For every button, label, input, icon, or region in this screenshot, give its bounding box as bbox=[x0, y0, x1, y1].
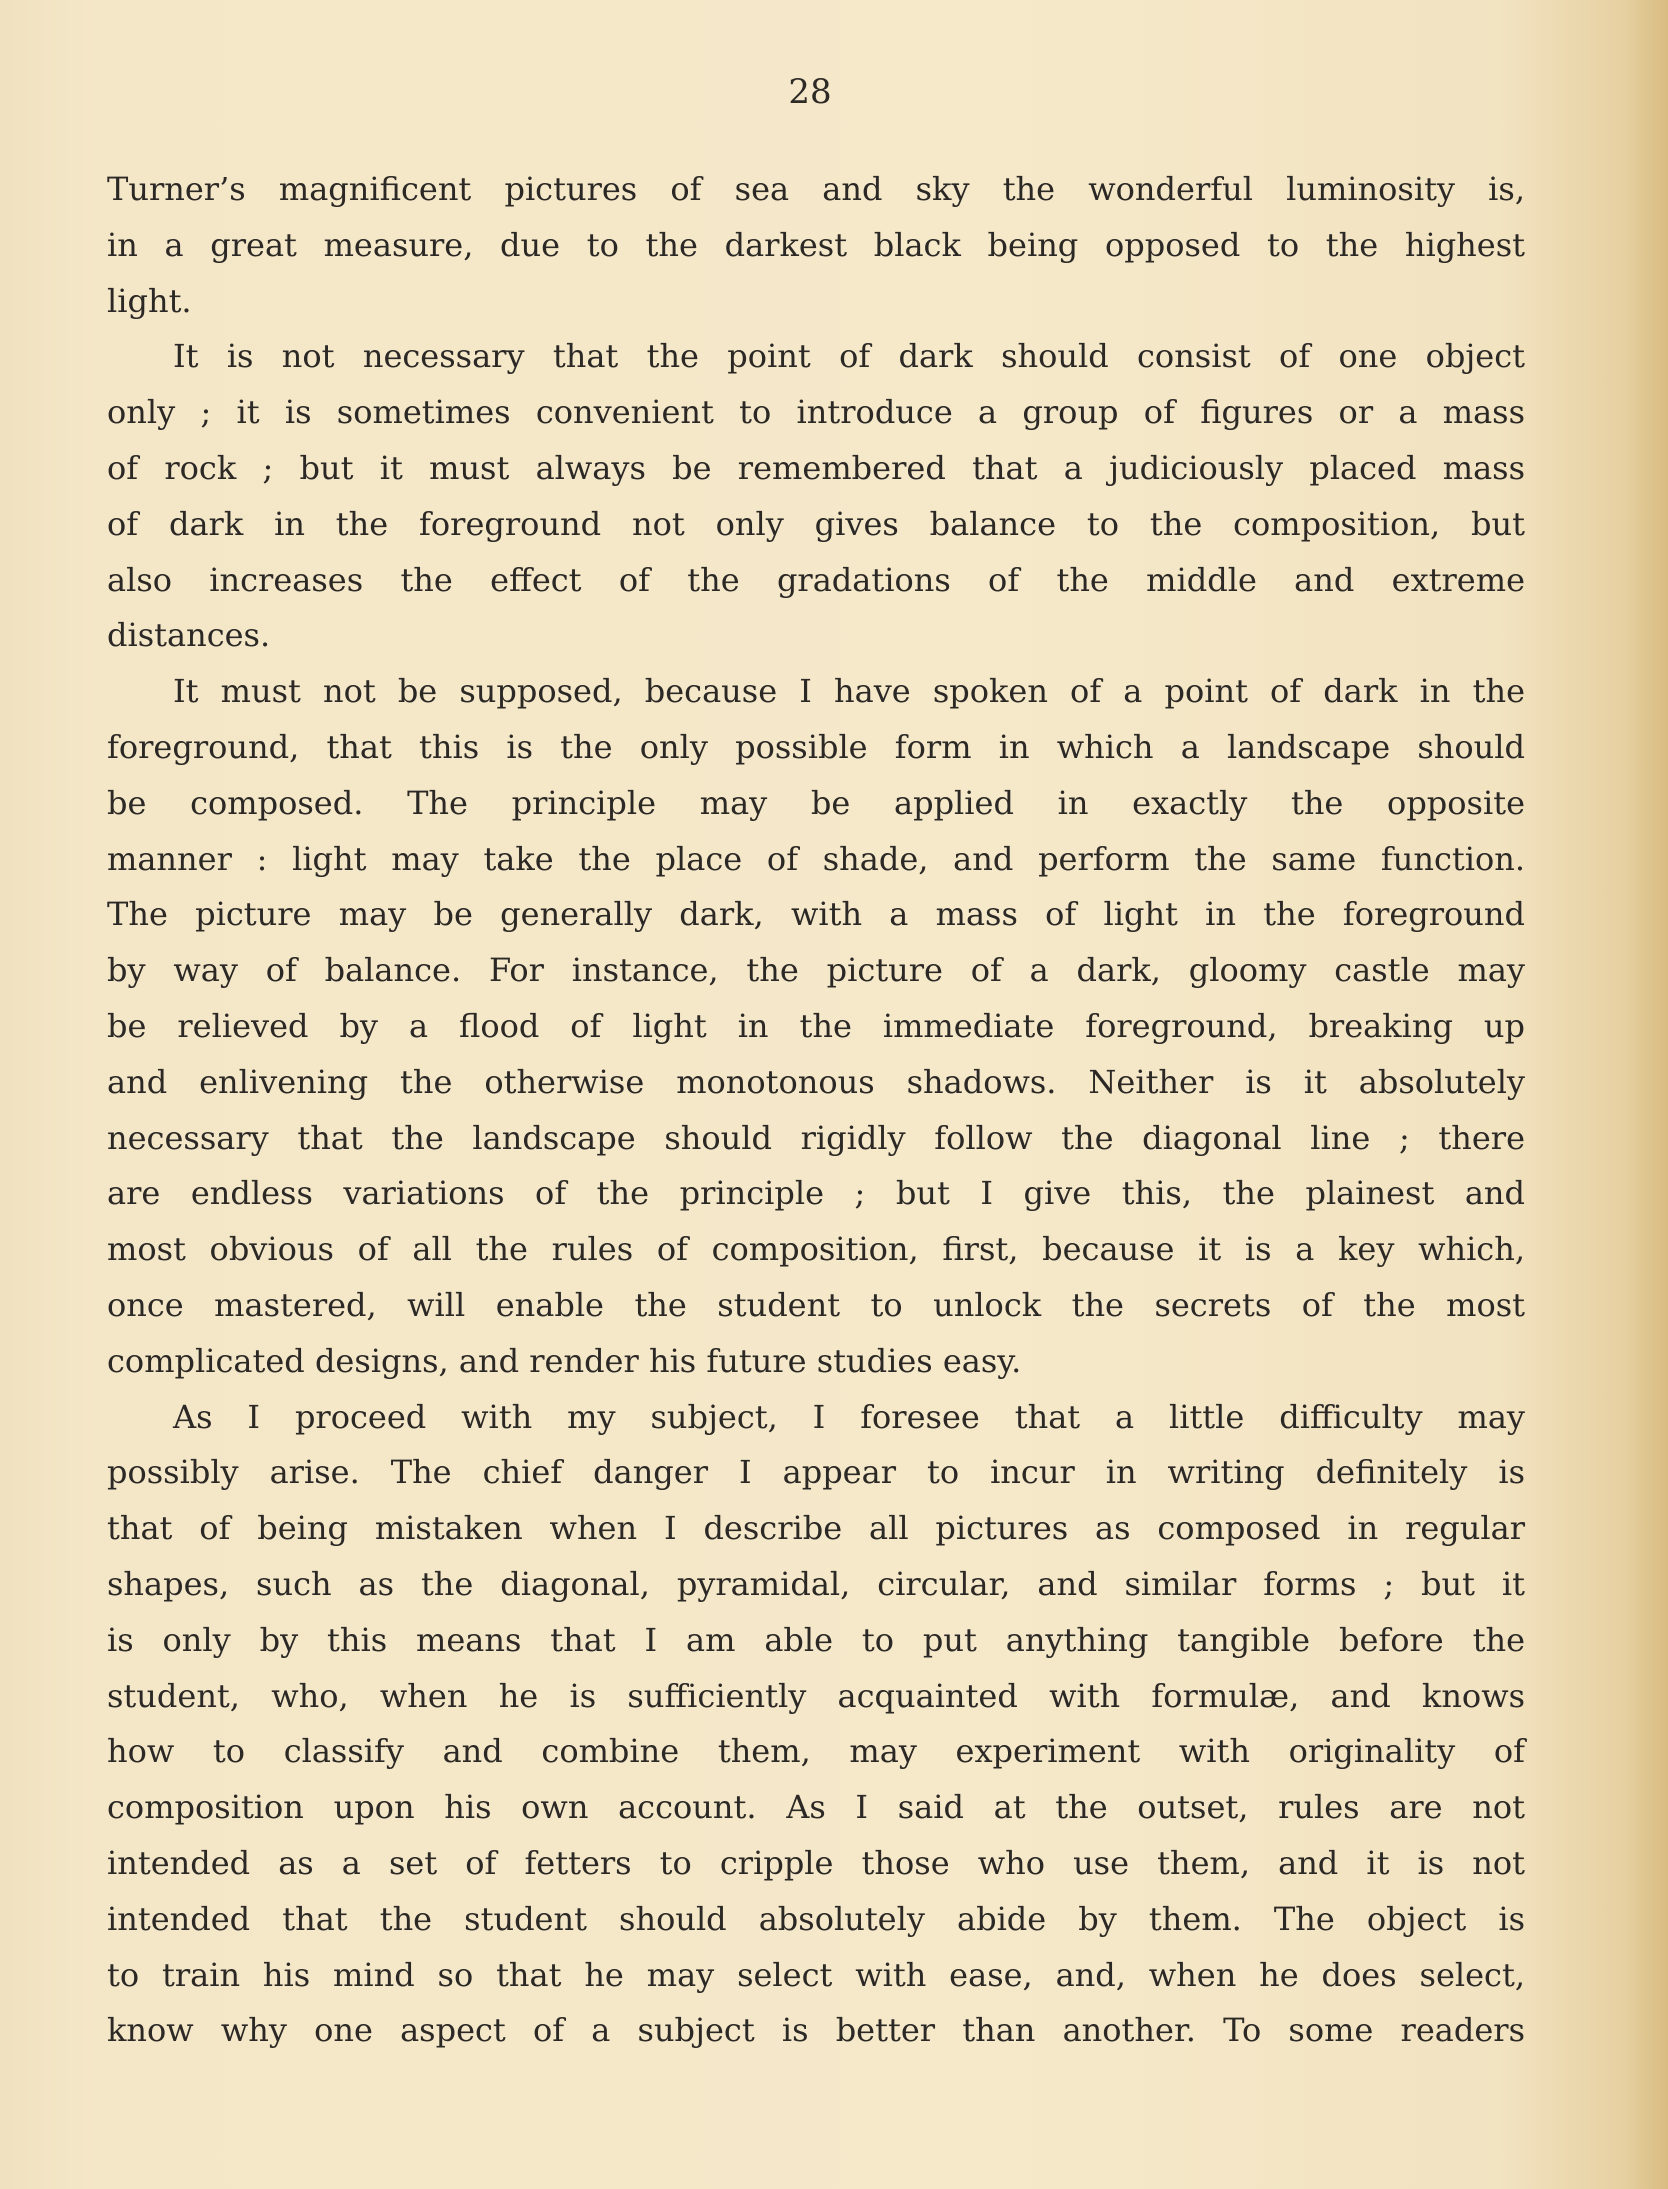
text-line: most obvious of all the rules of composition, first, because it is a key which, bbox=[107, 1230, 1525, 1269]
text-line: that of being mistaken when I describe all pictures as composed in regular bbox=[107, 1509, 1525, 1548]
body-text bbox=[107, 162, 1525, 2059]
text-line: As I proceed with my subject, I foresee that a little difficulty may bbox=[173, 1397, 1525, 1436]
text-line: to train his mind so that he may select with ease, and, when he does select, bbox=[107, 1955, 1525, 1994]
text-line: possibly arise. The chief danger I appear to incur in writing definitely is bbox=[107, 1453, 1525, 1492]
text-line: of rock ; but it must always be remembered that a judiciously placed mass bbox=[107, 448, 1525, 487]
text-line: know why one aspect of a subject is better than another. To some readers bbox=[107, 2011, 1525, 2050]
text-line: Turner’s magnificent pictures of sea and sky the wonderful luminosity is, bbox=[107, 170, 1525, 208]
text-line: intended that the student should absolutely abide by them. The object is bbox=[107, 1899, 1525, 1938]
text-line: once mastered, will enable the student to unlock the secrets of the most bbox=[107, 1285, 1525, 1324]
text-line: intended as a set of fetters to cripple those who use them, and it is not bbox=[107, 1843, 1525, 1882]
text-line: composition upon his own account. As I said at the outset, rules are not bbox=[107, 1788, 1525, 1827]
text-line: It is not necessary that the point of dark should consist of one object bbox=[173, 337, 1525, 376]
text-line: in a great measure, due to the darkest black being opposed to the highest bbox=[107, 225, 1525, 264]
text-line: how to classify and combine them, may experiment with originality of bbox=[107, 1732, 1525, 1771]
text-line: foreground, that this is the only possible form in which a landscape should bbox=[107, 727, 1525, 766]
text-line: necessary that the landscape should rigidly follow the diagonal line ; there bbox=[107, 1118, 1525, 1157]
text-line: is only by this means that I am able to put anything tangible before the bbox=[107, 1620, 1525, 1659]
text-line: only ; it is sometimes convenient to introduce a group of figures or a mass bbox=[107, 393, 1525, 432]
text-line: also increases the effect of the gradations of the middle and extreme bbox=[107, 560, 1525, 599]
page-number: 28 bbox=[788, 72, 832, 112]
text-line: student, who, when he is sufficiently acquainted with formulæ, and knows bbox=[107, 1676, 1525, 1715]
text-line: The picture may be generally dark, with a mass of light in the foreground bbox=[107, 895, 1525, 934]
text-line: by way of balance. For instance, the picture of a dark, gloomy castle may bbox=[107, 951, 1525, 990]
text-line: manner : light may take the place of shade, and perform the same function. bbox=[107, 839, 1525, 878]
text-line: It must not be supposed, because I have spoken of a point of dark in the bbox=[173, 672, 1525, 711]
text-line: shapes, such as the diagonal, pyramidal, circular, and similar forms ; but it bbox=[107, 1564, 1525, 1603]
page-edge-shadow bbox=[1632, 0, 1668, 2189]
text-line: are endless variations of the principle ; but I give this, the plainest and bbox=[107, 1174, 1525, 1213]
text-line: be composed. The principle may be applied in exactly the opposite bbox=[107, 783, 1525, 822]
text-line: and enlivening the otherwise monotonous shadows. Neither is it absolutely bbox=[107, 1062, 1525, 1101]
text-line: distances. bbox=[107, 616, 271, 655]
text-line: of dark in the foreground not only gives balance to the composition, but bbox=[107, 504, 1525, 543]
text-line: be relieved by a flood of light in the immediate foreground, breaking up bbox=[107, 1006, 1525, 1045]
text-line: complicated designs, and render his future studies easy. bbox=[107, 1341, 1022, 1380]
text-line: light. bbox=[107, 281, 192, 320]
